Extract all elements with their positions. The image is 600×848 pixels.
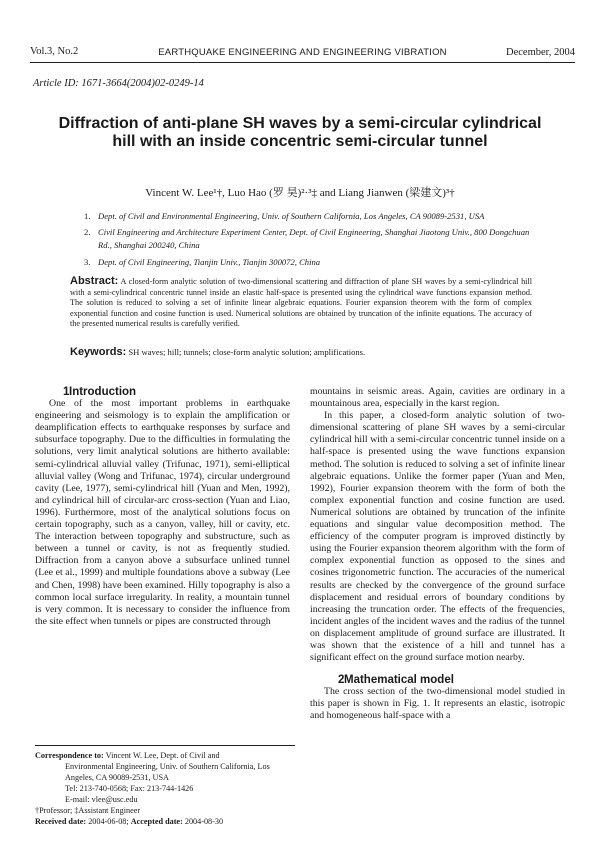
dates-line [35,816,295,827]
paper-title [40,115,560,151]
correspondence-address-2: Angeles, CA 90089-2531, USA [65,773,169,782]
model-paragraph: The cross section of the two-dimensional model studied in this paper is shown in Fig. 1. It represents an elastic, isotropic and homogeneous half-space with a [310,686,565,722]
journal-name: EARTHQUAKE ENGINEERING AND ENGINEERING VIBRATION [158,47,447,58]
affiliation-number: 3. [84,257,91,267]
running-header [30,42,575,63]
issue-date: December, 2004 [506,47,575,58]
received-label: Received date: [35,817,87,826]
affiliation-number: 2. [84,227,91,237]
affiliation-2 [84,226,538,252]
correspondence-label: Correspondence to: [35,751,104,760]
keywords [70,346,532,358]
correspondence-email: E-mail: vlee@usc.edu [65,795,138,804]
article-id: Article ID: 1671-3664(2004)02-0249-14 [33,78,204,89]
affiliation-text: Dept. of Civil and Environmental Engineering, Univ. of Southern California, Los Angeles, CA 90089-2531, USA [98,211,485,221]
section-heading-mathematical-model [310,674,565,686]
title-line-2: hill with an inside concentric semi-circular tunnel [112,133,488,150]
section-title: Introduction [69,386,137,398]
section-number: 1 [63,386,70,398]
correspondence-footnote [35,745,295,827]
title-line-1: Diffraction of anti-plane SH waves by a semi-circular cylindrical [58,115,542,132]
affiliation-text: Dept. of Civil Engineering, Tianjin Univ., Tianjin 300072, China [98,257,321,267]
introduction-continuation: mountains in seismic areas. Again, cavities are ordinary in a mountainous area, especially in the karst region. [310,386,565,410]
abstract-label: Abstract: [70,275,119,287]
section-number: 2 [338,674,345,687]
right-column [310,386,565,723]
correspondence-line [35,750,295,761]
section-title: Mathematical model [344,674,454,687]
author-titles: †Professor; ‡Assistant Engineer [35,806,141,815]
affiliation-text: Civil Engineering and Architecture Experiment Center, Dept. of Civil Engineering, Shanghai Jiaotong Univ., 800 Dongchuan Rd., Shanghai 200240, China [98,227,530,250]
affiliation-1 [84,210,538,223]
affiliation-3 [84,256,538,269]
introduction-paragraph-2: In this paper, a closed-form analytic solution of two-dimensional scattering of plane SH waves by a semi-circular cylindrical hill with a semi-circular concentric tunnel inside on a half-space is presented using the wave functions expansion method. The solution is reduced to solving a set of infinite linear algebraic equations. Unlike the former paper (Yuan and Men, 1992), Fourier expansion theorem with the form of both the complex exponential function and cosine function are used. Numerical solutions are obtained by truncation of the infinite equations and singular value decomposition method. The efficiency of the computer program is improved distinctly by using the Fourier expansion theorem algorithm with the form of complex exponential function as opposed to the sines and cosines trigonometric function. The accuracies of the numerical results are checked by the convergence of the ground surface displacement and residual errors of boundary conditions by increasing the truncation order. The effects of the frequencies, incident angles of the incident waves and the radius of the tunnel on displacement amplitude of ground surface are illustrated. It was shown that the existence of a hill and tunnel has a significant effect on the ground surface motion nearby. [310,410,565,664]
left-column [35,386,290,628]
received-date: 2004-06-08; [88,817,129,826]
accepted-label: Accepted date: [130,817,183,826]
introduction-paragraph: One of the most important problems in earthquake engineering and seismology is to explain the amplification or deamplification effects to earthquake responses by surface and subsurface topography. Due to the difficulties in formulating the solutions, very limit analytical solutions are hitherto available: semi-cylindrical alluvial valley (Trifunac, 1971), semi-elliptical alluvial valley (Wong and Trifunac, 1974), circular underground cavity (Lee, 1977), semi-cylindrical hill (Yuan and Men, 1992), and cylindrical hill of circular-arc cross-section (Yuan and Liao, 1996). Furthermore, most of the analytical solutions focus on certain topography, such as a canyon, valley, hill or cavity, etc. The interaction between topography and substructure, such as between a tunnel or cavity, is not as frequently studied. Diffraction from a canyon above a subsurface unlined tunnel (Lee et al., 1999) and multiple foundations above a subway (Lee and Chen, 1998) have been examined. Hilly topography is also a common local surface irregularity. In reality, a mountain tunnel is very common. It is necessary to consider the influence from the site effect when tunnels or pipes are constructed through [35,398,290,627]
affiliation-number: 1. [84,211,91,221]
abstract [70,276,532,330]
abstract-text: A closed-form analytic solution of two-dimensional scattering and diffraction of plane SH waves by a semi-cylindrical hill with a semi-cylindrical concentric tunnel inside an elastic half-space is presented using the cylindrical wave functions expansion method. The solution is reduced to solving a set of infinite linear algebraic equations. Fourier expansion theorem with the form of complex exponential function and cosine function is used. Numerical solutions are obtained by truncation of the infinite equations. The accuracy of the presented numerical results is carefully verified. [70,277,532,328]
correspondence-author: Vincent W. Lee, Dept. of Civil and [105,751,220,760]
keywords-text: SH waves; hill; tunnels; close-form analytic solution; amplifications. [128,347,366,357]
section-heading-introduction [35,386,290,398]
volume-label: Vol.3, No.2 [30,46,79,57]
accepted-date: 2004-08-30 [184,817,224,826]
keywords-label: Keywords: [70,346,127,358]
author-list: Vincent W. Lee¹†, Luo Hao (罗 昊)²·³‡ and Liang Jianwen (梁建文)³† [145,187,455,199]
correspondence-phone: Tel: 213-740-0568; Fax: 213-744-1426 [65,784,194,793]
correspondence-address-1: Environmental Engineering, Univ. of Southern California, Los [65,762,270,771]
